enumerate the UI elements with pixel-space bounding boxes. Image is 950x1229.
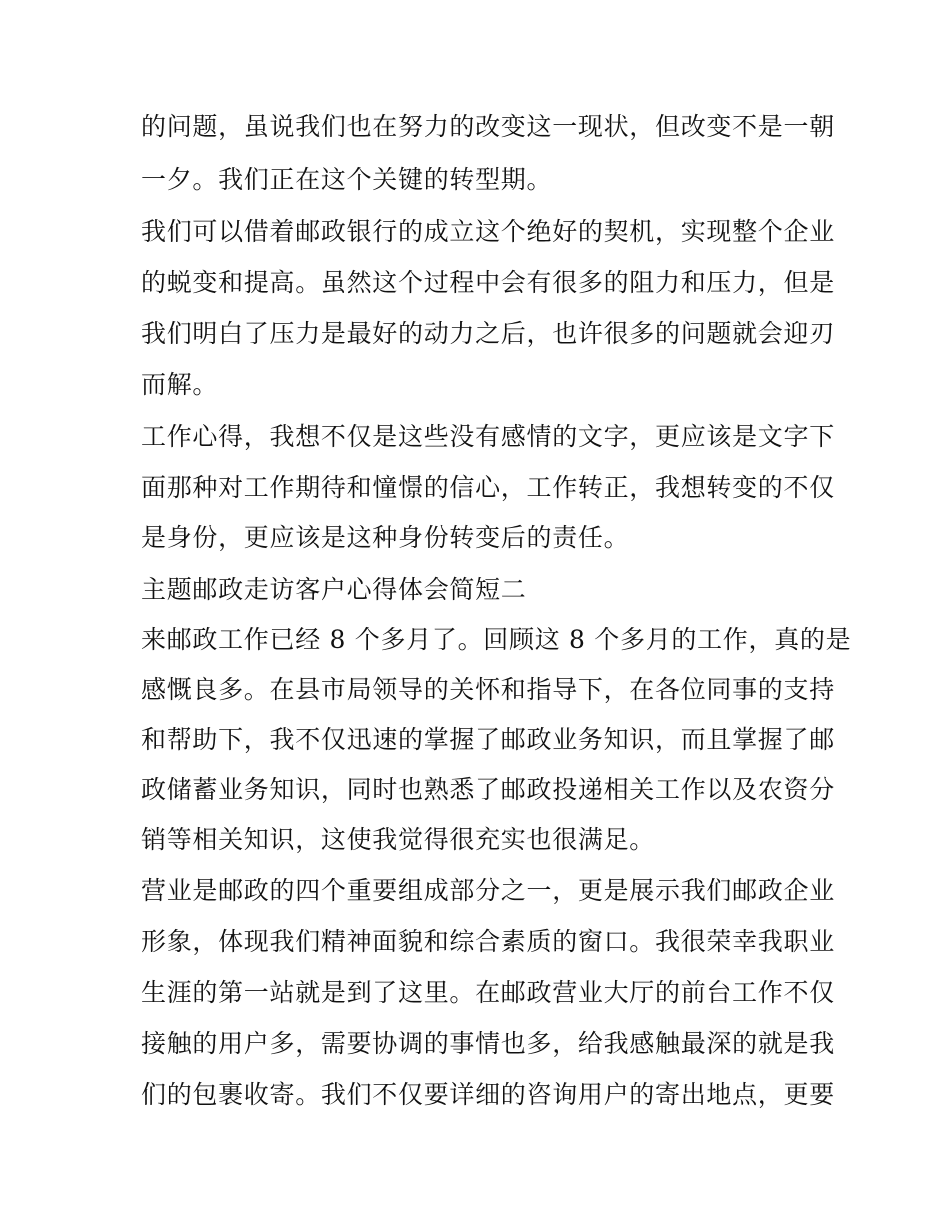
text-line: 工作心得，我想不仅是这些没有感情的文字，更应该是文字下 xyxy=(141,422,835,451)
text-line: 感慨良多。在县市局领导的关怀和指导下，在各位同事的支持 xyxy=(141,675,835,704)
text-line: 形象，体现我们精神面貌和综合素质的窗口。我很荣幸我职业 xyxy=(141,927,835,956)
text-line: 营业是邮政的四个重要组成部分之一，更是展示我们邮政企业 xyxy=(141,876,835,905)
text-line: 面那种对工作期待和憧憬的信心，工作转正，我想转变的不仅 xyxy=(141,473,835,502)
text-line: 的蜕变和提高。虽然这个过程中会有很多的阻力和压力，但是 xyxy=(141,268,835,297)
text-line: 和帮助下，我不仅迅速的掌握了邮政业务知识，而且掌握了邮 xyxy=(141,725,835,754)
text-line: 的问题，虽说我们也在努力的改变这一现状，但改变不是一朝 xyxy=(141,112,835,141)
text-line: 我们可以借着邮政银行的成立这个绝好的契机，实现整个企业 xyxy=(141,217,835,246)
text-line: 们的包裹收寄。我们不仅要详细的咨询用户的寄出地点，更要 xyxy=(141,1080,835,1109)
text-line: 政储蓄业务知识，同时也熟悉了邮政投递相关工作以及农资分 xyxy=(141,775,835,804)
text-line: 生涯的第一站就是到了这里。在邮政营业大厅的前台工作不仅 xyxy=(141,978,835,1007)
text-line: 而解。 xyxy=(141,370,219,399)
text-line: 销等相关知识，这使我觉得很充实也很满足。 xyxy=(141,825,656,854)
text-line: 接触的用户多，需要协调的事情也多，给我感触最深的就是我 xyxy=(141,1029,835,1058)
section-heading: 主题邮政走访客户心得体会简短二 xyxy=(141,575,527,604)
text-line: 是身份，更应该是这种身份转变后的责任。 xyxy=(141,523,630,552)
text-line: 一夕。我们正在这个关键的转型期。 xyxy=(141,165,553,194)
text-line: 我们明白了压力是最好的动力之后，也许很多的问题就会迎刃 xyxy=(141,319,835,348)
text-line: 来邮政工作已经 8 个多月了。回顾这 8 个多月的工作，真的是 xyxy=(141,625,852,654)
